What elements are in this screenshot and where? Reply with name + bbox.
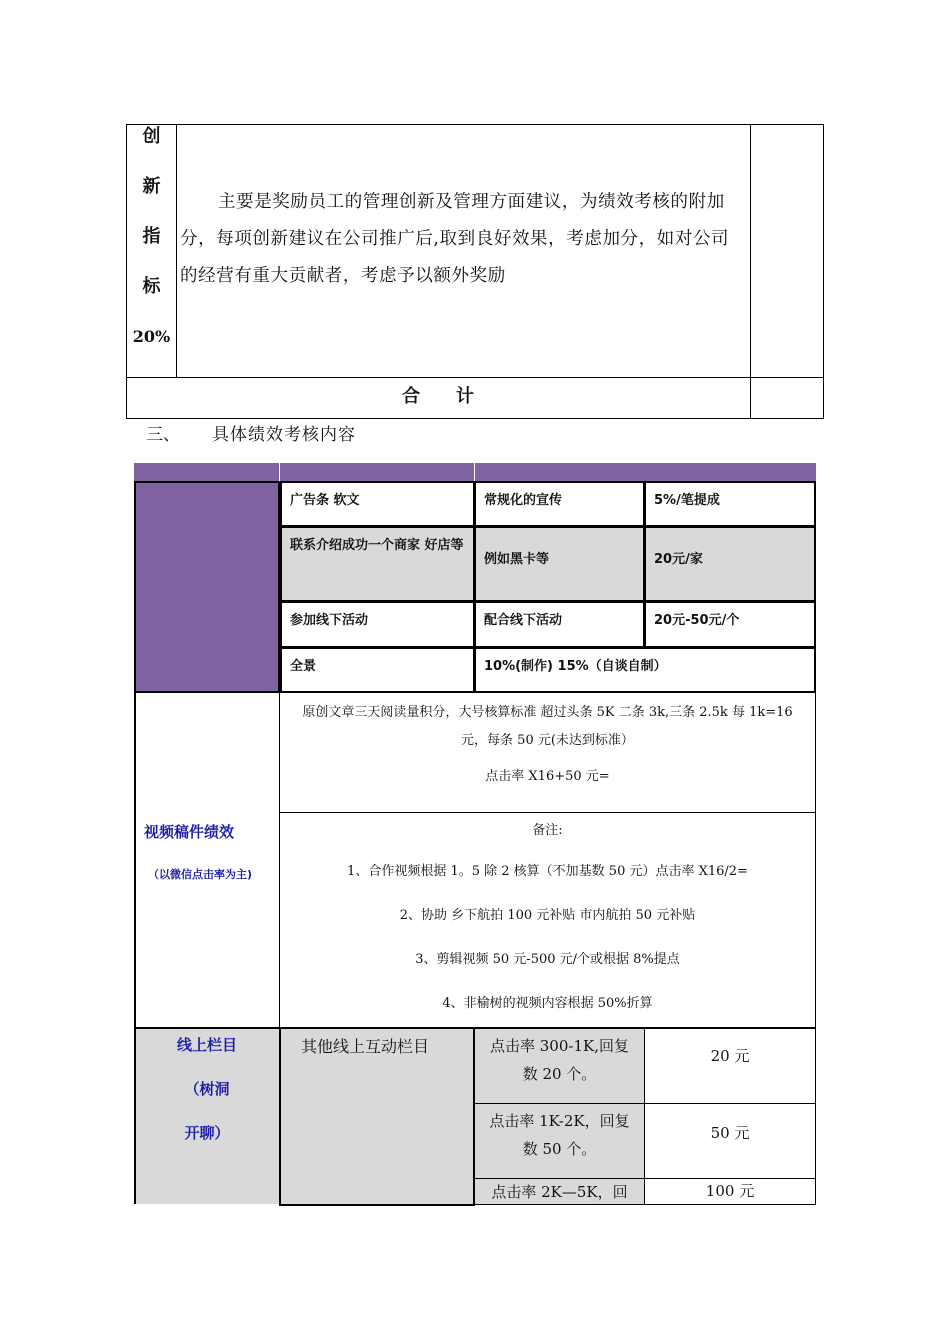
table-row-2-item <box>280 526 475 602</box>
video-subtitle: （以微信点击率为主) <box>148 868 253 881</box>
divider <box>126 377 824 378</box>
cell-text: 常规化的宣传 <box>484 493 563 508</box>
video-category-cell <box>134 692 280 1028</box>
divider <box>474 463 475 481</box>
tier-2-reward <box>644 1103 816 1179</box>
label-char: 标 <box>142 276 161 297</box>
note-item: 2、协助 乡下航拍 100 元补贴 市内航拍 50 元补贴 <box>399 908 696 923</box>
label-char: 指 <box>142 226 161 247</box>
cell-text: 5%/笔提成 <box>654 493 720 508</box>
video-notes-cell <box>279 812 816 1028</box>
cell-text: 配合线下活动 <box>484 613 563 628</box>
cell-text: 20元-50元/个 <box>654 613 740 628</box>
table-row-4-item <box>280 647 475 693</box>
divider <box>750 124 751 419</box>
cell-text: 10%(制作) 15%（自谈自制） <box>484 659 667 674</box>
table-row-3-rate <box>644 601 816 648</box>
table-row-2-desc <box>474 526 645 602</box>
tier-3-condition <box>474 1178 645 1205</box>
divider <box>176 124 177 378</box>
table-row-1-rate <box>644 481 816 527</box>
cell-text: 参加线下活动 <box>290 613 369 628</box>
tier-1-condition <box>474 1028 645 1104</box>
note-item: 1、合作视频根据 1。5 除 2 核算（不加基数 50 元）点击率 X16/2= <box>347 864 748 879</box>
tier-condition-text: 点击率 1K-2K，回复数 50 个。 <box>489 1112 630 1158</box>
table-row-4-desc <box>474 647 816 693</box>
divider <box>279 463 280 481</box>
tier-2-condition <box>474 1103 645 1179</box>
category-cell-purple <box>134 481 280 693</box>
cell-text: 全景 <box>290 659 317 674</box>
table-row-1-item <box>280 481 475 527</box>
online-title-line: 线上栏目 <box>176 1036 237 1054</box>
online-title-line: （树洞 <box>184 1080 230 1098</box>
label-char: 创 <box>142 126 161 147</box>
tier-condition-text: 点击率 2K—5K，回 <box>491 1183 628 1201</box>
online-program-text: 其他线上互动栏目 <box>301 1037 430 1056</box>
online-category-cell <box>134 1028 280 1204</box>
tier-reward-text: 20 元 <box>710 1047 750 1065</box>
innovation-label <box>127 112 176 362</box>
total-label: 合 计 <box>402 386 474 407</box>
table-row-2-rate <box>644 526 816 602</box>
table-row-1-desc <box>474 481 645 527</box>
tier-condition-text: 点击率 300-1K,回复数 20 个。 <box>490 1037 629 1083</box>
video-title: 视频稿件绩效 <box>144 823 235 841</box>
tier-reward-text: 100 元 <box>705 1182 755 1200</box>
table-row-3-desc <box>474 601 645 648</box>
video-rule-line2: 点击率 X16+50 元= <box>485 769 610 784</box>
table-header-strip <box>134 463 816 481</box>
video-rule-cell <box>279 692 816 813</box>
label-char: 新 <box>142 176 161 197</box>
innovation-description: 主要是奖励员工的管理创新及管理方面建议，为绩效考核的附加分，每项创新建议在公司推广后,取到良好效果，考虑加分，如对公司的经营有重大贡献者，考虑予以额外奖励 <box>180 192 730 286</box>
section-title: 具体绩效考核内容 <box>212 425 356 445</box>
cell-text: 例如黑卡等 <box>484 552 550 567</box>
note-item: 4、非榆树的视频内容根据 50%折算 <box>442 996 653 1011</box>
note-item: 3、剪辑视频 50 元-500 元/个或根据 8%提点 <box>415 952 680 967</box>
cell-text: 20元/家 <box>654 552 703 567</box>
tier-1-reward <box>644 1028 816 1104</box>
cell-text: 广告条 软文 <box>290 493 360 508</box>
tier-reward-text: 50 元 <box>710 1124 750 1142</box>
video-rule-line1: 原创文章三天阅读量积分，大号核算标准 超过头条 5K 二条 3k,三条 2.5k 每 1k=16 元，每条 50 元(未达到标准） <box>302 705 793 748</box>
table-row-3-item <box>280 601 475 648</box>
online-program-cell <box>279 1028 475 1206</box>
label-percent: 20% <box>132 327 171 346</box>
notes-title: 备注: <box>532 823 563 838</box>
tier-3-reward <box>644 1178 816 1205</box>
section-number: 三、 <box>146 425 180 445</box>
online-title-line: 开聊） <box>184 1124 230 1142</box>
cell-text: 联系介绍成功一个商家 好店等 <box>290 538 464 553</box>
